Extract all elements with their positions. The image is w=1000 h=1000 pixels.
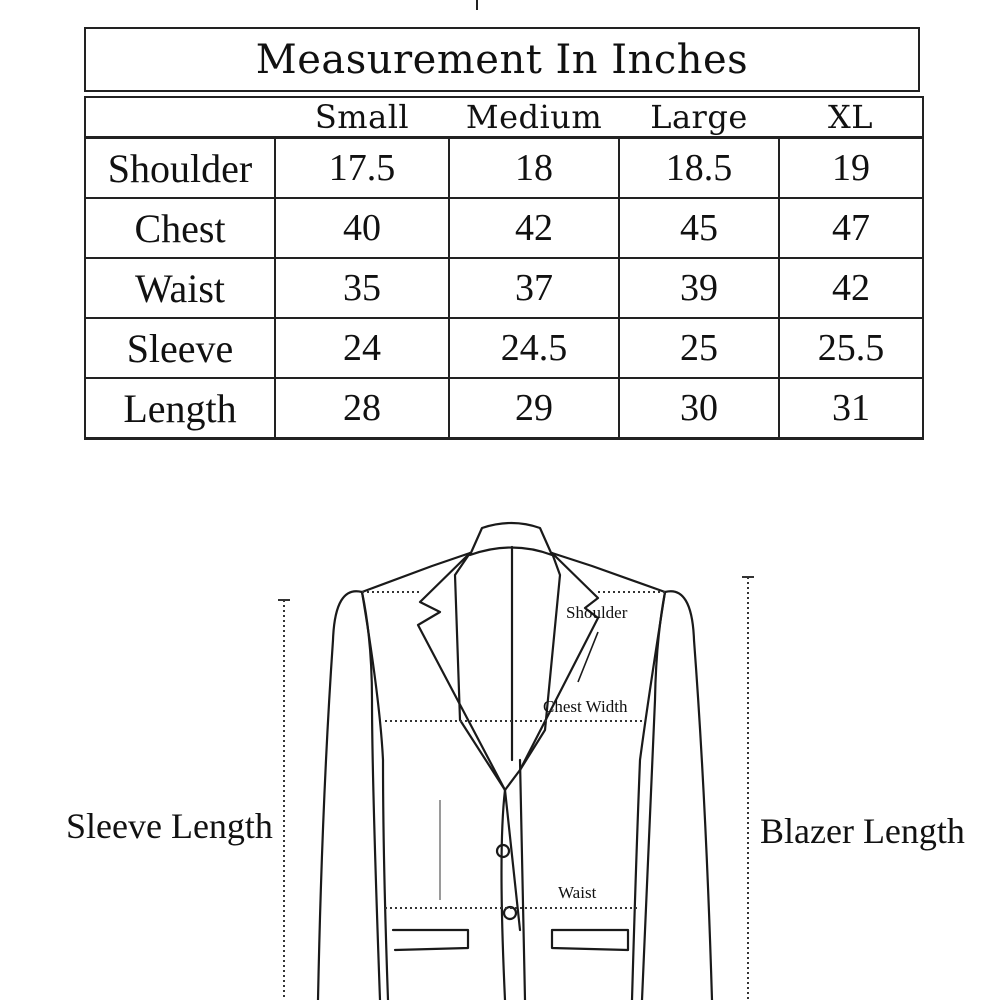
table-cell: 37 [449, 258, 619, 318]
table-title: Measurement In Inches [84, 27, 920, 92]
header-corner [85, 97, 275, 138]
left-lapel-inner [455, 553, 505, 790]
header-xl: XL [779, 97, 923, 138]
button-top [497, 845, 509, 857]
header-small: Small [275, 97, 449, 138]
row-label-chest: Chest [85, 198, 275, 258]
table-cell: 18 [449, 138, 619, 199]
table-cell: 17.5 [275, 138, 449, 199]
table-cell: 24 [275, 318, 449, 378]
table-cell: 39 [619, 258, 779, 318]
header-large: Large [619, 97, 779, 138]
chest-width-label: Chest Width [543, 697, 628, 716]
table-cell: 24.5 [449, 318, 619, 378]
table-cell: 19 [779, 138, 923, 199]
table-cell: 31 [779, 378, 923, 439]
pocket-right [552, 930, 628, 950]
waist-label: Waist [558, 883, 597, 902]
table-cell: 42 [449, 198, 619, 258]
size-chart-table [84, 96, 924, 440]
header-row [85, 97, 923, 138]
table-cell: 42 [779, 258, 923, 318]
right-lapel-inner [520, 553, 560, 770]
table-cell: 29 [449, 378, 619, 439]
shoulder-label: Shoulder [566, 603, 628, 622]
table-row [85, 318, 923, 378]
pocket-left [393, 930, 468, 950]
table-cell: 28 [275, 378, 449, 439]
table-cell: 30 [619, 378, 779, 439]
header-medium: Medium [449, 97, 619, 138]
top-edge-tick [476, 0, 478, 10]
front-opening [502, 760, 526, 1000]
table-cell: 18.5 [619, 138, 779, 199]
table-cell: 25 [619, 318, 779, 378]
row-label-sleeve: Sleeve [85, 318, 275, 378]
left-lapel [418, 553, 520, 930]
sleeve-length-label: Sleeve Length [66, 806, 273, 846]
row-label-waist: Waist [85, 258, 275, 318]
row-label-shoulder: Shoulder [85, 138, 275, 199]
table-cell: 40 [275, 198, 449, 258]
table-row [85, 198, 923, 258]
row-label-length: Length [85, 378, 275, 439]
table-row [85, 138, 923, 199]
table-cell: 45 [619, 198, 779, 258]
blazer-diagram [0, 470, 1000, 1000]
table-row [85, 258, 923, 318]
left-sleeve [318, 591, 380, 1000]
right-sleeve [642, 591, 712, 1000]
table-cell: 35 [275, 258, 449, 318]
table-cell: 47 [779, 198, 923, 258]
table-cell: 25.5 [779, 318, 923, 378]
table-row [85, 378, 923, 439]
blazer-length-label: Blazer Length [760, 811, 965, 851]
